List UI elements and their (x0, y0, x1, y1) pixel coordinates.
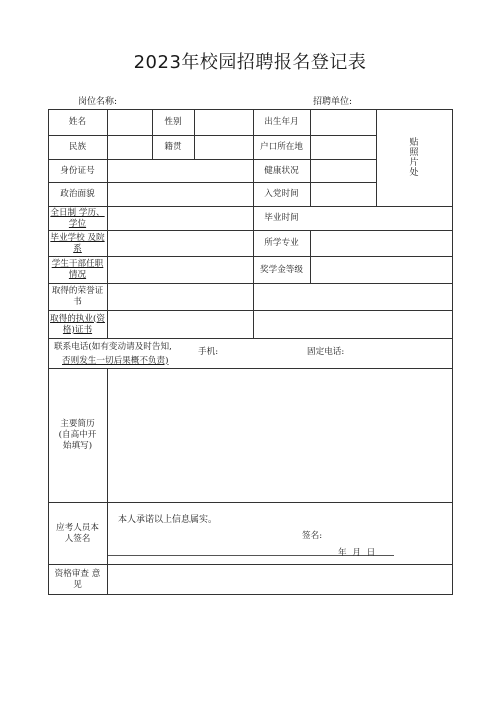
col-line (310, 109, 311, 206)
name-label: 姓名 (68, 117, 87, 127)
resume-label: 主要简历 (自高中开始填写) (58, 419, 97, 451)
contact-note: 否则发生一切后果概不负责) (62, 355, 169, 366)
native-place-label: 籍贯 (164, 142, 182, 152)
fulltime-degree-label: 全日制 学历、学位 (50, 207, 105, 229)
party-date-label: 入党时间 (264, 189, 299, 199)
photo-area (376, 110, 452, 206)
practice-cert-label: 取得的执业(资格)证书 (50, 313, 105, 335)
page-title: 2023年校园招聘报名登记表 (133, 52, 367, 73)
cadre-label: 学生干部任职情况 (51, 259, 104, 280)
row-line (48, 230, 452, 231)
col-line (107, 109, 108, 338)
photo-char: 照 (409, 148, 419, 158)
row-line (48, 564, 452, 565)
row-line (48, 283, 452, 284)
date-label: 年 月 日 (338, 548, 376, 558)
position-label: 岗位名称: (78, 97, 118, 107)
table-border-bottom (48, 594, 452, 595)
scholarship-label: 奖学金等级 (260, 264, 303, 275)
sign-label: 签名: (302, 531, 323, 541)
political-label: 政治面貌 (60, 189, 95, 199)
table-border-right (452, 109, 453, 595)
school-label: 毕业学校 及院系 (50, 232, 105, 254)
birth-label: 出生年月 (264, 117, 299, 127)
gender-label: 性别 (164, 117, 182, 127)
photo-char: 片 (409, 158, 419, 168)
col-line (194, 109, 195, 159)
major-label: 所学专业 (264, 238, 299, 248)
col-line (107, 368, 108, 594)
row-line (48, 338, 452, 339)
unit-label: 招聘单位: (313, 97, 353, 107)
honors-label: 取得的荣誉证书 (51, 286, 104, 307)
health-label: 健康状况 (264, 165, 299, 176)
review-label: 资格审查 意见 (54, 568, 101, 590)
row-line (48, 206, 452, 207)
photo-char: 处 (409, 168, 419, 178)
landline-label: 固定电话: (307, 346, 345, 357)
contact-label: 联系电话(如有变动请及时告知, (54, 341, 172, 352)
mobile-label: 手机: (198, 346, 219, 357)
row-line (48, 502, 452, 503)
row-line (48, 310, 452, 311)
household-label: 户口所在地 (260, 142, 303, 152)
pledge-text: 本人承诺以上信息属实。 (118, 515, 218, 525)
col-line (310, 230, 311, 283)
row-line (48, 368, 452, 369)
photo-char: 贴 (409, 138, 419, 148)
ethnicity-label: 民族 (68, 142, 87, 152)
row-line (48, 256, 452, 257)
signature-label: 应考人员本人签名 (56, 522, 99, 544)
id-number-label: 身份证号 (60, 165, 95, 176)
graduation-time-label: 毕业时间 (264, 213, 299, 223)
